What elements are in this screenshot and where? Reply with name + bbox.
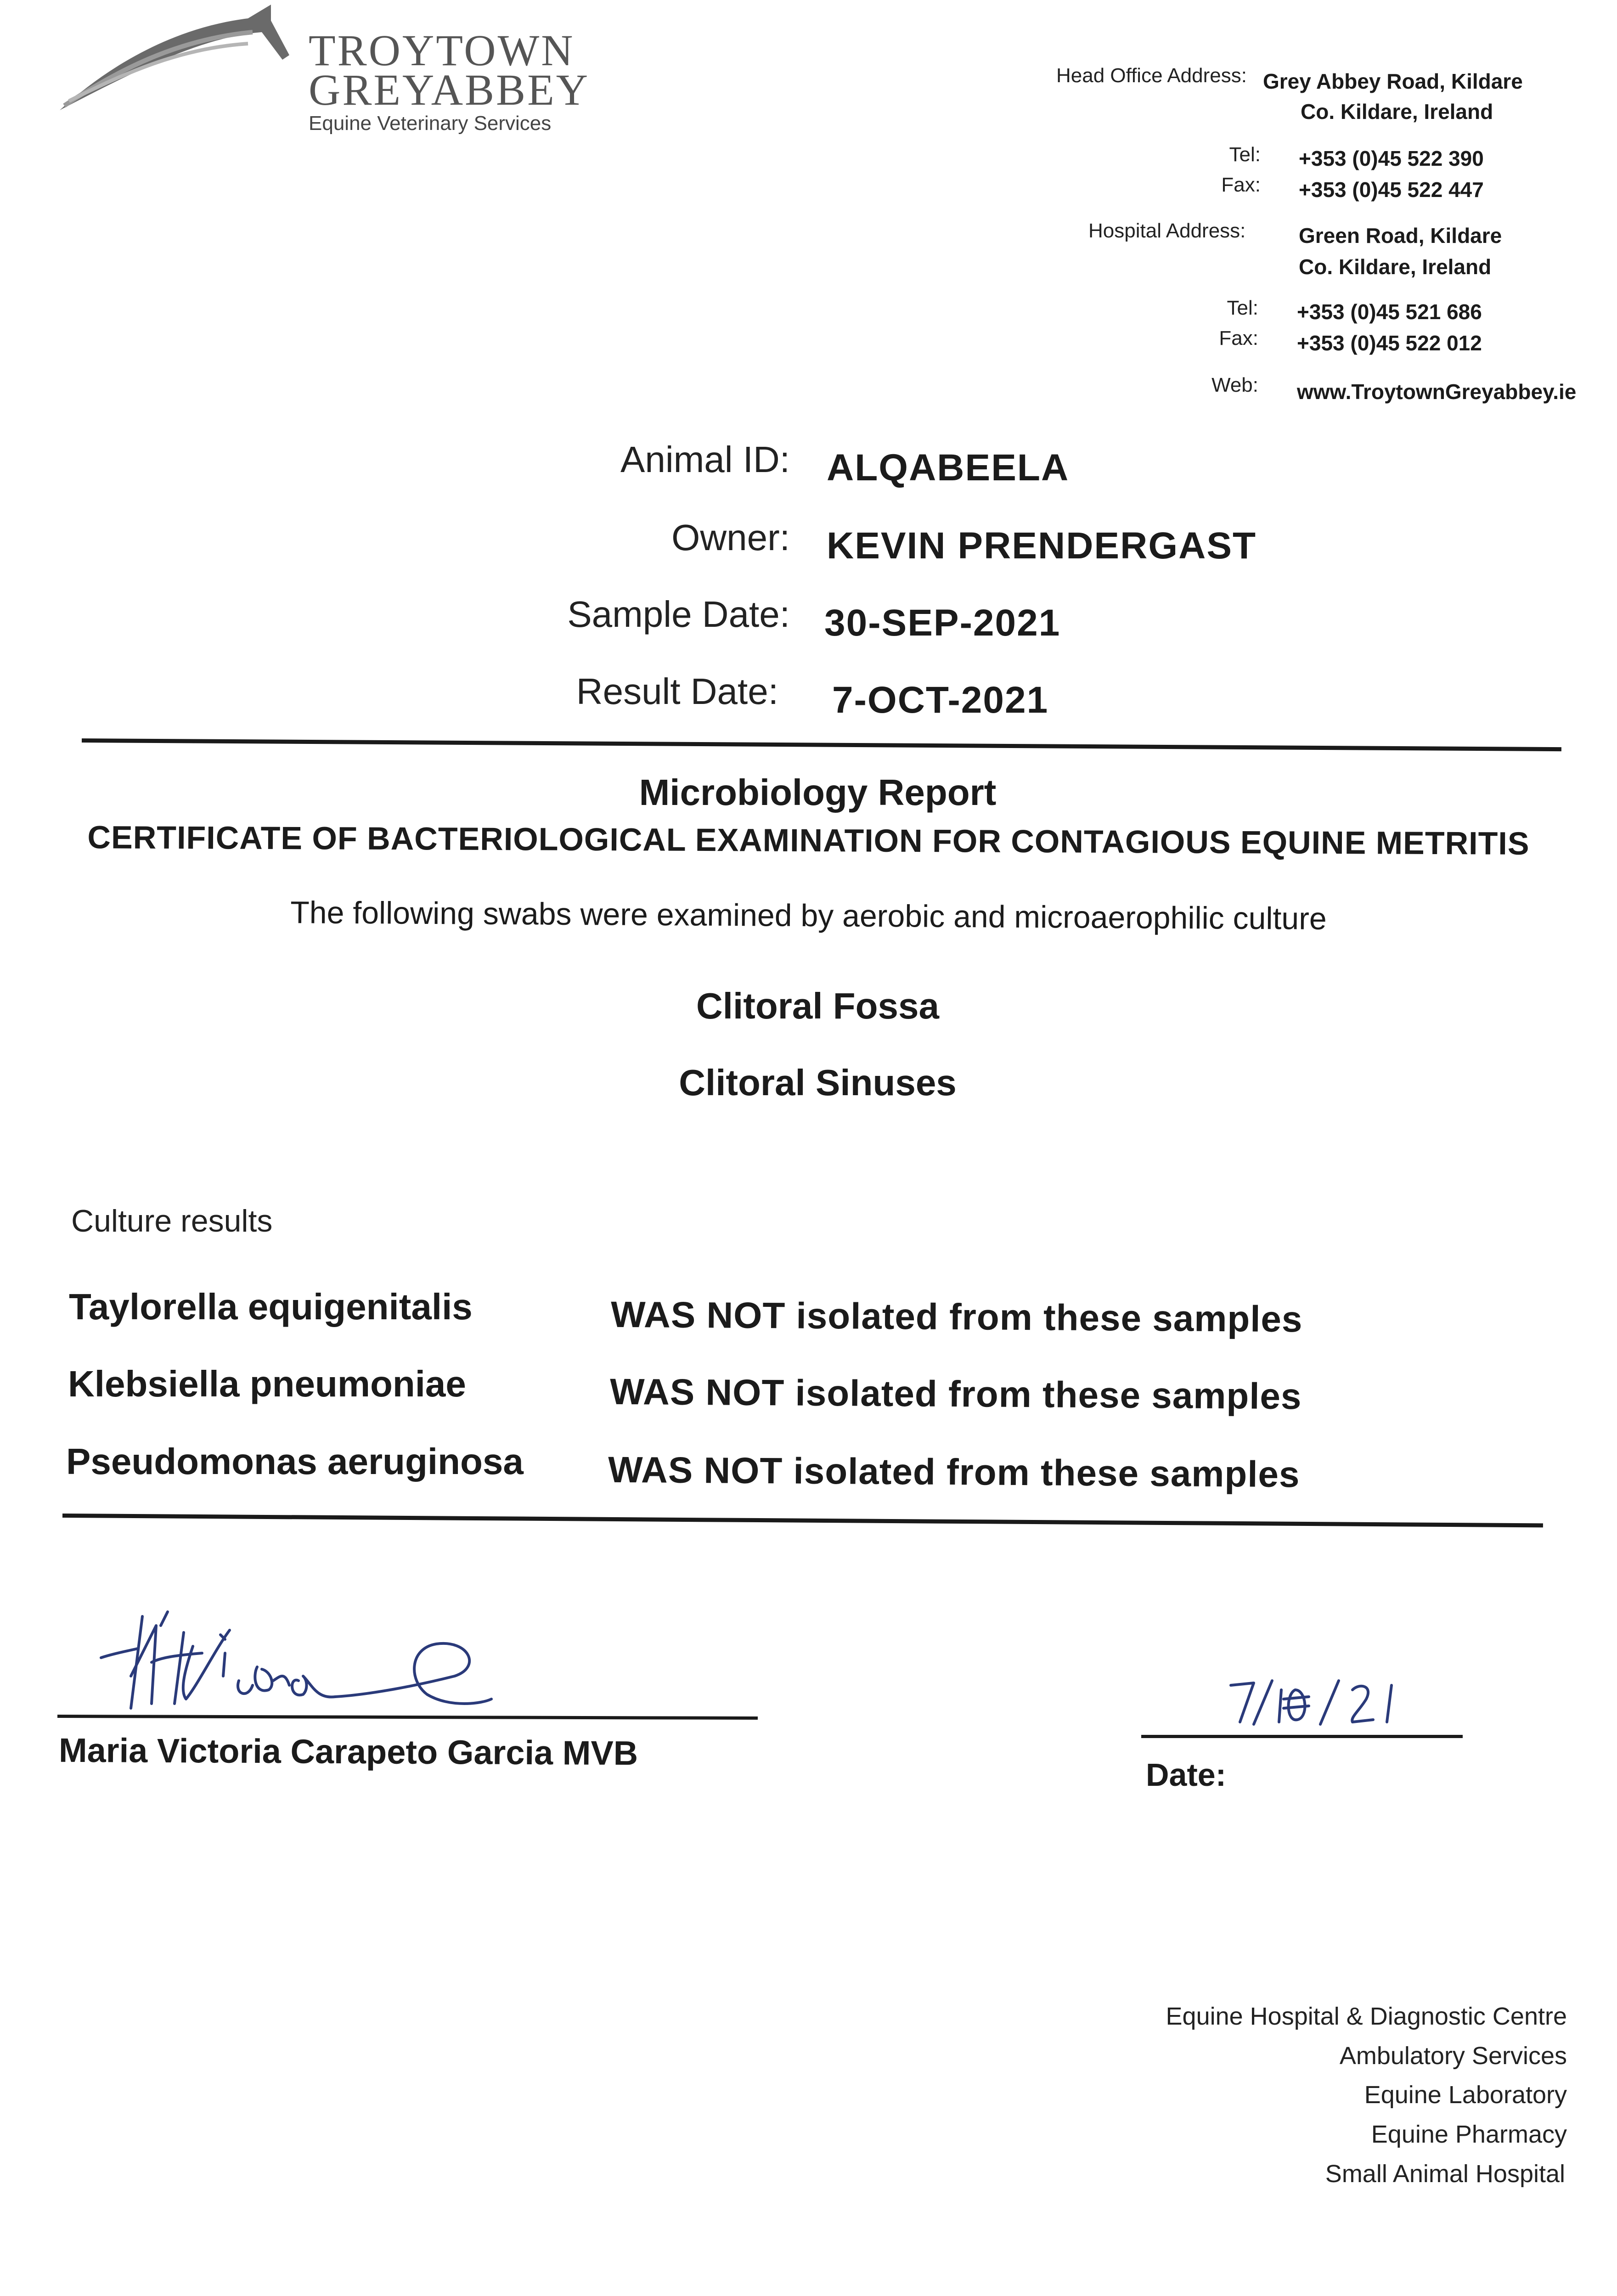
service-item: Ambulatory Services — [1339, 2042, 1567, 2070]
head-office-line-1: Grey Abbey Road, Kildare — [1263, 69, 1523, 93]
hospital-fax-label: Fax: — [1219, 327, 1258, 349]
organism-name: Klebsiella pneumoniae — [68, 1363, 466, 1404]
culture-result: WAS NOT isolated from these samples — [609, 1371, 1302, 1417]
hospital-web-link[interactable]: www.TroytownGreyabbey.ie — [1297, 380, 1577, 404]
handwritten-date — [1222, 1671, 1414, 1736]
owner-value: KEVIN PRENDERGAST — [827, 525, 1257, 567]
divider-top — [82, 738, 1561, 751]
hospital-tel-label: Tel: — [1227, 297, 1258, 319]
signatory-name: Maria Victoria Carapeto Garcia MVB — [58, 1731, 638, 1773]
report-intro: The following swabs were examined by aerobic and microaerophilic culture — [290, 895, 1327, 936]
service-item: Equine Hospital & Diagnostic Centre — [1166, 2003, 1567, 2030]
date-label: Date: — [1146, 1757, 1227, 1793]
horse-head-swoosh-icon — [55, 0, 294, 115]
culture-results-heading: Culture results — [71, 1204, 273, 1238]
certificate-title: CERTIFICATE OF BACTERIOLOGICAL EXAMINATION FOR CONTAGIOUS EQUINE METRITIS — [87, 819, 1530, 861]
swab-item: Clitoral Fossa — [696, 985, 940, 1026]
culture-result: WAS NOT isolated from these samples — [610, 1294, 1303, 1340]
head-office-line-2: Co. Kildare, Ireland — [1301, 100, 1493, 124]
hospital-fax: +353 (0)45 522 012 — [1297, 331, 1482, 355]
animal-id-label: Animal ID: — [620, 439, 790, 480]
head-office-label: Head Office Address: — [1056, 64, 1247, 87]
logo-line-1: TROYTOWN — [309, 26, 575, 75]
sample-date-value: 30-SEP-2021 — [824, 602, 1061, 644]
head-office-fax: +353 (0)45 522 447 — [1299, 178, 1484, 202]
hospital-address-label: Hospital Address: — [1088, 219, 1246, 242]
service-item: Small Animal Hospital — [1325, 2160, 1565, 2188]
head-office-tel-label: Tel: — [1229, 143, 1261, 166]
divider-bottom — [62, 1514, 1543, 1527]
sample-date-label: Sample Date: — [567, 594, 790, 635]
service-item: Equine Laboratory — [1364, 2081, 1567, 2109]
service-item: Equine Pharmacy — [1371, 2121, 1567, 2148]
swab-item: Clitoral Sinuses — [679, 1062, 957, 1103]
date-line — [1141, 1735, 1463, 1738]
head-office-fax-label: Fax: — [1221, 174, 1261, 196]
logo-subtitle: Equine Veterinary Services — [309, 112, 552, 135]
handwritten-signature — [87, 1607, 501, 1727]
hospital-line-1: Green Road, Kildare — [1299, 224, 1502, 248]
head-office-tel: +353 (0)45 522 390 — [1299, 146, 1484, 170]
owner-label: Owner: — [671, 517, 790, 558]
hospital-web-label: Web: — [1211, 374, 1258, 396]
result-date-value: 7-OCT-2021 — [832, 679, 1049, 721]
logo-line-2: GREYABBEY — [309, 65, 590, 114]
result-date-label: Result Date: — [576, 671, 778, 712]
hospital-line-2: Co. Kildare, Ireland — [1299, 255, 1492, 279]
culture-result: WAS NOT isolated from these samples — [608, 1449, 1300, 1495]
animal-id-value: ALQABEELA — [827, 447, 1070, 489]
report-title: Microbiology Report — [639, 772, 997, 813]
hospital-tel: +353 (0)45 521 686 — [1297, 300, 1482, 324]
organism-name: Taylorella equigenitalis — [69, 1286, 473, 1327]
organism-name: Pseudomonas aeruginosa — [66, 1441, 524, 1482]
